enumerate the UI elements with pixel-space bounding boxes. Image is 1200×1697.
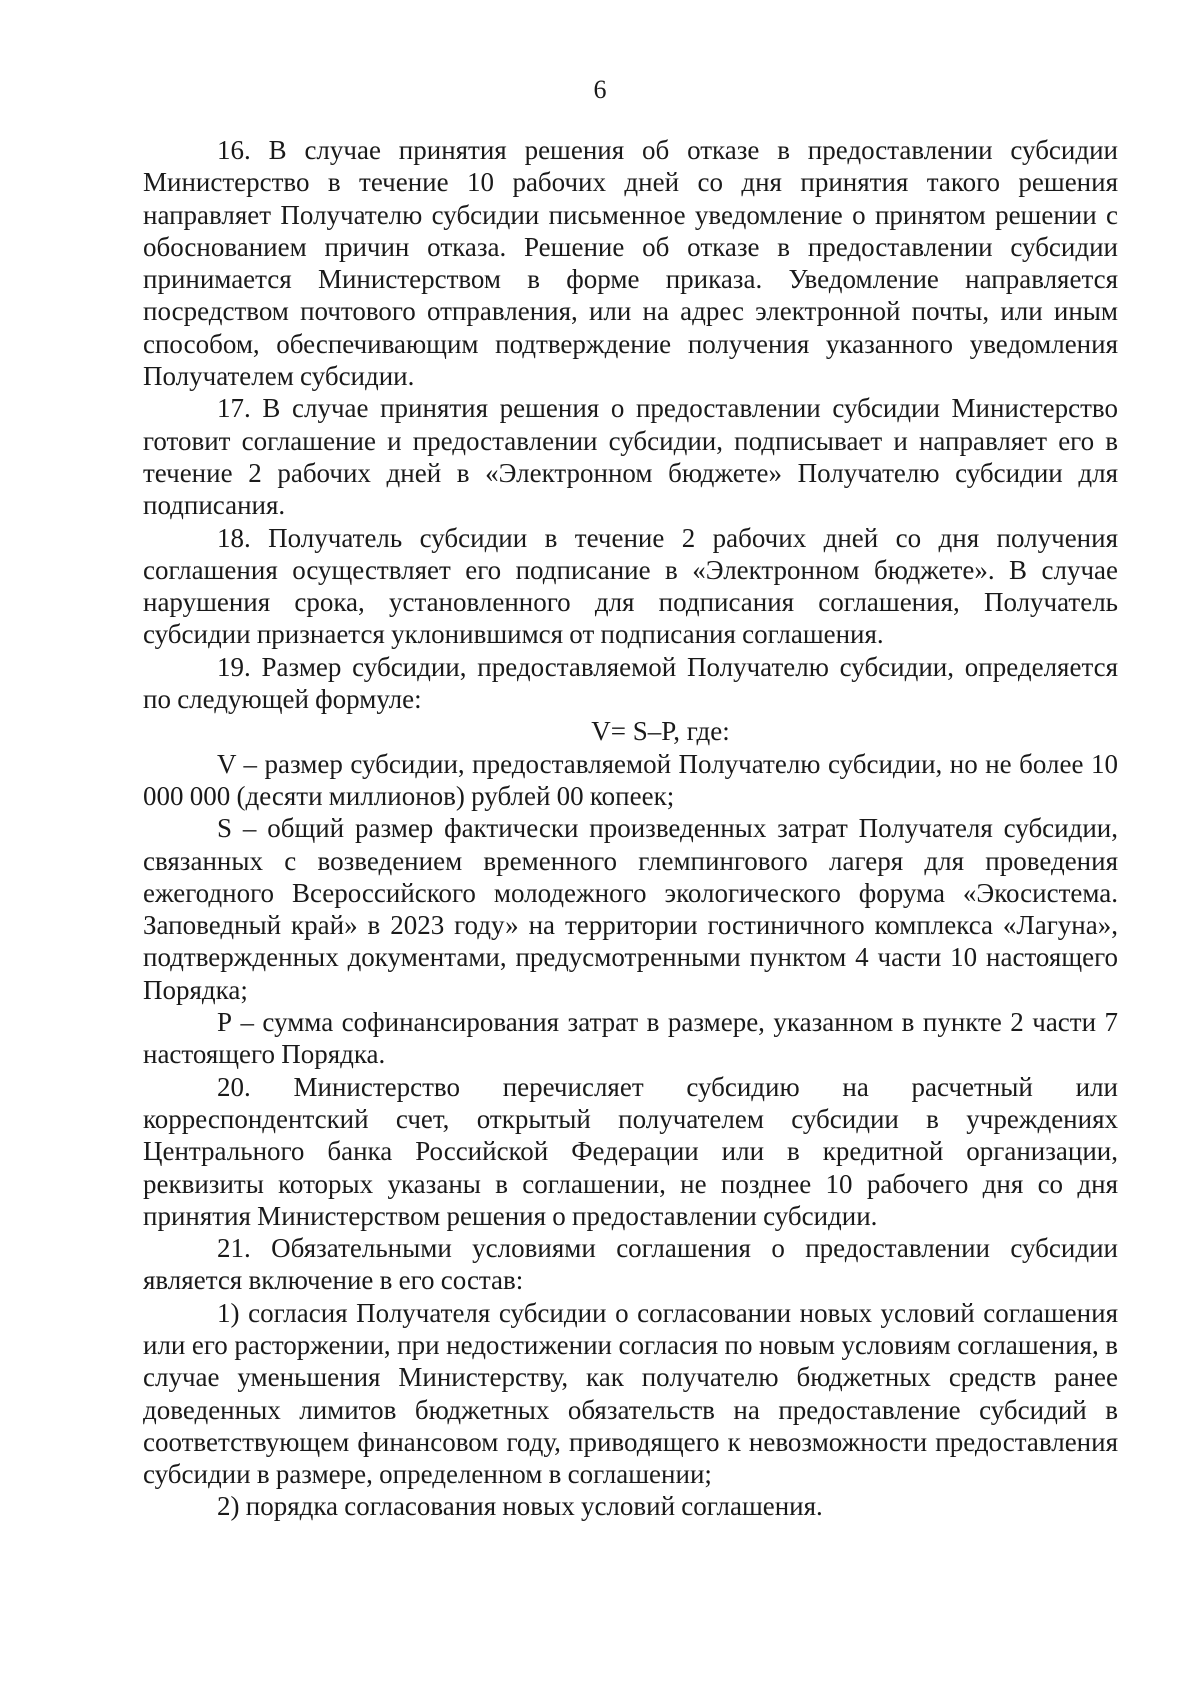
- paragraph-20: 20. Министерство перечисляет субсидию на расчетный или корреспондентский счет, открытый получателем субсидии в учреждениях Центрального банка Российской Федерации или в кредитной организации, реквизиты которых указаны в соглашении, не позднее 10 рабочего дня со дня принятия Министерством решения о предоставлении субсидии.: [143, 1071, 1118, 1231]
- formula-definition-p: Р – сумма софинансирования затрат в размере, указанном в пункте 2 части 7 настоящего Порядка.: [143, 1007, 1118, 1070]
- paragraph-21: 21. Обязательными условиями соглашения о предоставлении субсидии является включение в его состав:: [143, 1233, 1118, 1296]
- page-number: 6: [593, 75, 607, 104]
- paragraph-16: 16. В случае принятия решения об отказе в предоставлении субсидии Министерство в течение 10 рабочих дней со дня принятия такого решения направляет Получателю субсидии письменное уведомление о принятом решении с обоснованием причин отказа. Решение об отказе в предоставлении субсидии принимается Министерством в форме приказа. Уведомление направляется посредством почтового отправления, или на адрес электронной почты, или иным способом, обеспечивающим подтверждение получения указанного уведомления Получателем субсидии.: [143, 135, 1118, 392]
- paragraph-21-item-2: 2) порядка согласования новых условий соглашения.: [217, 1491, 823, 1522]
- paragraph-21-item-1: 1) согласия Получателя субсидии о согласовании новых условий соглашения или его расторжении, при недостижении согласия по новым условиям соглашения, в случае уменьшения Министерству, как получателю бюджетных средств ранее доведенных лимитов бюджетных обязательств на предоставление субсидий в соответствующем финансовом году, приводящего к невозможности предоставления субсидии в размере, определенном в соглашении;: [143, 1297, 1118, 1490]
- paragraph-17: 17. В случае принятия решения о предоставлении субсидии Министерство готовит соглашение и предоставлении субсидии, подписывает и направляет его в течение 2 рабочих дней в «Электронном бюджете» Получателю субсидии для подписания.: [143, 393, 1118, 521]
- document-body: [143, 134, 1118, 1523]
- formula-definition-v: V – размер субсидии, предоставляемой Получателю субсидии, но не более 10 000 000 (десяти миллионов) рублей 00 копеек;: [143, 748, 1118, 811]
- subsidy-formula: V= S–P, где:: [591, 716, 730, 747]
- formula-definition-s: S – общий размер фактически произведенных затрат Получателя субсидии, связанных с возведением временного глемпингового лагеря для проведения ежегодного Всероссийского молодежного экологического форума «Экосистема. Заповедный край» в 2023 году» на территории гостиничного комплекса «Лагуна», подтвержденных документами, предусмотренными пунктом 4 части 10 настоящего Порядка;: [143, 813, 1118, 1005]
- paragraph-19: 19. Размер субсидии, предоставляемой Получателю субсидии, определяется по следующей формуле:: [143, 651, 1118, 715]
- paragraph-18: 18. Получатель субсидии в течение 2 рабочих дней со дня получения соглашения осуществляет его подписание в «Электронном бюджете». В случае нарушения срока, установленного для подписания соглашения, Получатель субсидии признается уклонившимся от подписания соглашения.: [143, 522, 1118, 650]
